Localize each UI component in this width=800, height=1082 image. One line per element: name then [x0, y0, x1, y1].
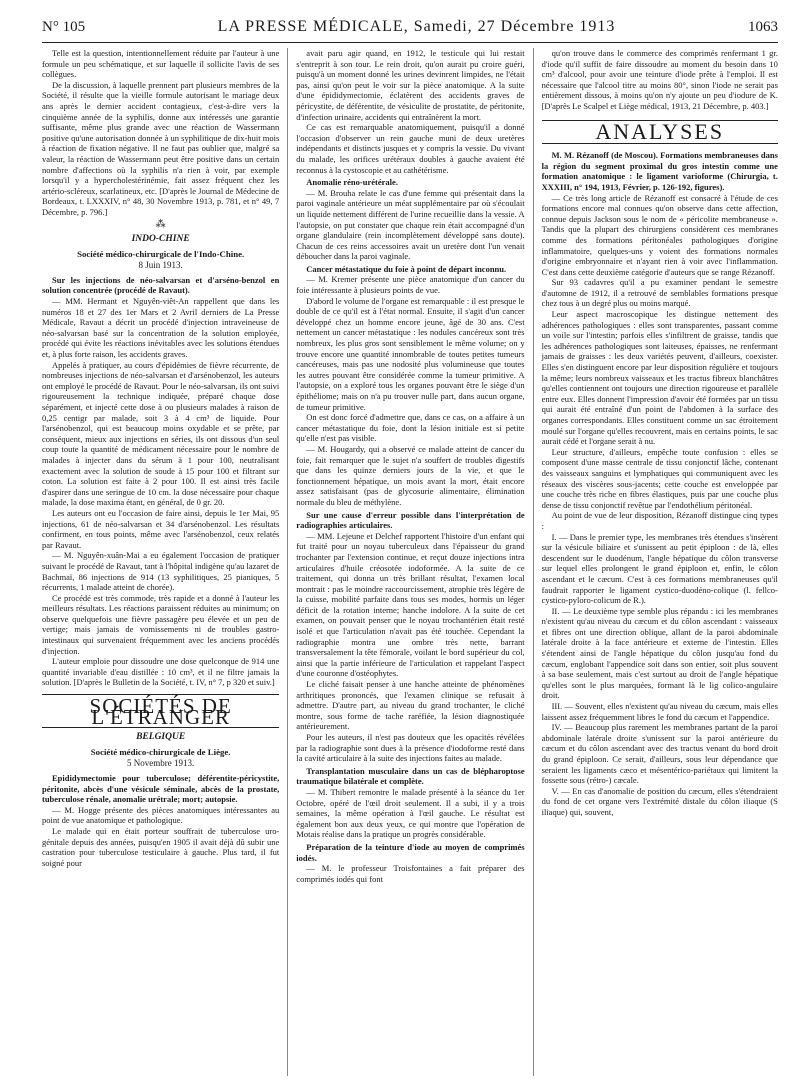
article-title: Cancer métastatique du foie à point de départ inconnu. [306, 263, 507, 274]
paragraph: Leur structure, d'ailleurs, empêche toute confusion : elles se composent d'une masse centrale de tissu conjonctif lâche, contenant des vaisseaux sanguins et lymphatiques qui communiquent avec les réseaux des viscères sous-jacents; cette couche est enveloppée par une couche très riche en fibres élastiques, puis par une couche plus dense de tissu conjonctif revêtue par l'endothélium péritonéal. [541, 446, 778, 510]
paragraph: V. — En cas d'anomalie de position du cæcum, elles s'étendraient du fond de cet organe vers l'extrémité distale du côlon iliaque (S iliaque) qui, souvent, [541, 785, 778, 817]
column-1 [42, 48, 287, 1076]
column-3 [533, 48, 778, 1076]
article-title: Transplantation musculaire dans un cas de blépharoptose traumatique bilatérale et complète. [296, 765, 525, 787]
paragraph: Ce procédé est très commode, très rapide et a donné à l'auteur les meilleurs résultats. Les réactions paraissent réduites au minimum; on observe quelquefois une fièvre passagère peu élevée et un peu de vertige; mais jamais de vomissements ni de troubles gastro-intestinaux qui survenaient fréquemment avec les anciens procédés d'injection. [42, 592, 280, 656]
paragraph: — Ce très long article de Rézanoff est consacré à l'étude de ces formations encore mal connues qu'on observe dans cette affection, connue depuis Jackson sous le nom de « péricolite membraneuse ». Tandis que la plupart des chirurgiens considèrent ces membranes comme des formations péritonéales pathologiques d'origine inflammatoire, quelques-uns y voient des formations normales d'origine embryonnaire et n'ayant rien à voir avec l'inflammation. C'est dans cette deuxième catégorie d'auteurs que se range Rézanoff. [541, 192, 778, 277]
issue-number: N° 105 [42, 19, 86, 35]
paragraph: L'auteur emploie pour dissoudre une dose quelconque de 914 une quantité invariable d'eau distillée : 10 cm³, et il ne filtre jamais la solution. [D'après le Bulletin de la Société, t. IV, n° 7, p 320 et suiv.] [42, 656, 280, 688]
paragraph: D'abord le volume de l'organe est remarquable : il est presque le double de ce qu'il est à l'état normal. Ensuite, il s'agit d'un cancer développé chez un homme encore jeune, âgé de 30 ans. C'est nettement un cancer métastatique : les nodules cancéreux sont très nombreux, les plus gros sont sensiblement le même volume; on y trouve encore une quantité innombrable de toutes petites tumeurs cancéreuses, mais pas une nodosité plus volumineuse que toutes les autres pouvant être considérée comme la tumeur primitive. A l'autopsie, on a exploré tous les organes pouvant être le siège d'un épithéliome; mais on n'a pu trouver nulle part, dans aucun organe, de tumeur primitive. [296, 295, 525, 412]
paragraph: III. — Souvent, elles n'existent qu'au niveau du cæcum, mais elles laissent assez fréquemment libres le fond du cæcum et l'appendice. [541, 701, 778, 722]
paragraph: — M. Hougardy, qui a observé ce malade atteint de cancer du foie, fait remarquer que le sujet n'a souffert de troubles digestifs que dans les quinze derniers jours de la vie, et que le fonctionnement hépatique, un mois avant la mort, était encore assez satisfaisant (pas de glycosurie alimentaire, élimination normale du bleu de méthylène. [296, 443, 525, 507]
paragraph: Pour les auteurs, il n'est pas douteux que les opacités révélées par la radiographie sont dues à la présence d'iodoforme resté dans la cavité articulaire à la suite des injections faites au malade. [296, 732, 525, 764]
paragraph: Ce cas est remarquable anatomiquement, puisqu'il a donné l'occasion d'observer un rein gauche muni de deux uretères indépendants et distincts jusques et y compris la vessie. Du vivant du malade, les orifices urétéraux doubles à gauche avaient été reconnus à la cystoscopie et au cathétérisme. [296, 122, 525, 175]
paragraph: — M. Brouha relate le cas d'une femme qui présentait dans la paroi vaginale antérieure un méat supplémentaire par où s'écoulait un liquide nettement différent de l'urine recueillie dans la vessie. A l'autopsie, on put constater que chaque rein était accompagné d'un organe glandulaire (rein incomplètement développé sans doute). Chacun de ces reins accessoires avait un uretère dont l'un venait déboucher dans la paroi vaginale. [296, 187, 525, 262]
paragraph: — M. Thibert remontre le malade présenté à la séance du 1er Octobre, opéré de l'œil droit seulement. Il a subi, il y a trois semaines, la même opération à l'œil gauche. Le résultat est également bon aux deux yeux, ce qui montre que l'opération de Motais réalise dans la pratique un progrès considérable. [296, 786, 525, 840]
paragraph: II. — Le deuxième type semble plus répandu : ici les membranes n'existent qu'au niveau du cæcum et du côlon ascendant : vaisseaux et fibres ont une direction oblique, allant de la paroi abdominale latérale droite à la face antérieure et externe de l'intestin. Elles s'étendent ainsi de l'angle hépatique du côlon jusqu'au fond du cæcum, englobant l'appendice soit dans son entier, soit plus souvent à sa base seulement, mais c'est surtout au droit de l'angle hépatique qu'elles sont le plus marquées, formant là le lig colico-angulaire droit. [541, 605, 778, 701]
paragraph: — M. Nguyên-xuân-Mai a eu également l'occasion de pratiquer suivant le procédé de Ravaut, tant à l'hôpital indigène qu'au lazaret de Bachmaï, 86 injections de 914 (13 syphilitiques, 25 pianiques, 5 récurrents, 1 malade atteint de chorée). [42, 550, 280, 593]
society-name: Société médico-chirurgicale de l'Indo-Chine. [77, 248, 245, 259]
section-separator: ⁂ [155, 218, 166, 230]
section-banner-foreign: SOCIÉTÉS DE L'ÉTRANGER [42, 694, 279, 728]
page-number: 1063 [748, 19, 778, 35]
section-banner-analyses: ANALYSES [542, 120, 778, 145]
paragraph: Le cliché faisait penser à une hanche atteinte de phénomènes arthritiques prononcés, que l'examen clinique se refusait à admettre. D'autre part, au niveau du grand trochanter, le cliché montre, sous forme de tache raréfiée, la lésion diagnostiquée antérieurement. [296, 679, 525, 732]
paragraph: — MM. Hermant et Nguyên-viêt-An rappellent que dans les numéros 18 et 27 des 1er Mars et 2 Avril derniers de La Presse Médicale, Ravaut a décrit un procédé d'injection intraveineuse de néo-salvarsan basé sur la concentration de la solution employée, procédé qui évite les réactions inévitables avec les solutions étendues et, à plus forte raison, les accidents graves. [42, 296, 280, 360]
journal-title: LA PRESSE MÉDICALE, Samedi, 27 Décembre 1913 [217, 18, 616, 35]
paragraph: — MM. Lejeune et Delchef rapportent l'histoire d'un enfant qui fut traité pour un noyau tuberculeux dans l'épaisseur du grand trochanter par l'extension continue, et reçut douze injections intra articulaires d'huile créosotée iodoformée. A la suite de ce traitement, qui donna un très brillant résultat, l'examen local montrait : pas le moindre raccourcissement, atrophie très légère de la cuisse, mobilité parfaite dans tous ses modes, hormis un léger déficit de la rotation interne; hanche indolore. A la suite de cet examen, on pouvait penser que le noyau trochantérien était resté isolé et que l'articulation n'avait pas été touchée. Cependant la radiographie montra une ombre très nette, barrant transversalement la tête fémorale, voilant le bord supérieur du col, ainsi que la partie inférieure de l'articulation et rappelant l'aspect d'une couronne d'ostéophytes. [296, 530, 525, 679]
paragraph: Telle est la question, intentionnellement réduite par l'auteur à une formule un peu schématique, et sur laquelle il sollicite l'avis de ses collègues. [42, 48, 280, 80]
paragraph: — M. Hogge présente des pièces anatomiques intéressantes au point de vue anatomique et pathologique. [42, 804, 280, 826]
article-columns [42, 48, 778, 1076]
paragraph: I. — Dans le premier type, les membranes très étendues s'insèrent sur la vésicule biliaire et s'unissent au petit épiploon : de là, elles descendent sur le duodénum, l'angle hépatique du côlon transverse sur lequel elles prolongent le grand épiploon et, enfin, le côlon ascendant et le cæcum. C'est à ces formations membraneuses qu'il faudrait rapporter le ligament cystico-duodéno-colique (l. fellco-cystico-pyloro-colicum de R.). [541, 531, 778, 606]
paragraph: — M. Kremer présente une pièce anatomique d'un cancer du foie intéressante à plusieurs points de vue. [296, 274, 525, 296]
column-2 [287, 48, 532, 1076]
session-date: 5 Novembre 1913. [127, 758, 195, 769]
article-title: Sur une cause d'erreur possible dans l'interprétation de radiographies articulaires. [296, 509, 525, 531]
paragraph: IV. — Beaucoup plus rarement les membranes partant de la paroi abdominale latérale droite s'unissent sur la paroi antérieure du cæcum et du côlon ascendant avec des tractus venant du bord droit du grand épiploon. Ce serait, d'ailleurs, sous leur dépendance que seraient les ligaments cæco et mésentérico-pariétaux qui limitent la fossette sous (rétro-) cæcale. [541, 722, 778, 786]
paragraph: Au point de vue de leur disposition, Rézanoff distingue cinq types : [541, 510, 778, 531]
page-header [42, 18, 778, 43]
paragraph: avait paru agir quand, en 1912, le testicule qui lui restait s'entreprit à son tour. Le rein droit, qu'on aurait pu croire guéri, puisqu'à un moment donné les urines devinrent limpides, ne l'était pas, ainsi qu'on peut le voir sur la pièce anatomique. A la suite d'une épididymectomie, éclatèrent des accidents graves de péricystite, de déférentite, de vésiculite de prostatite, de péritonite, d'infection urinaire, accidents qui entraînèrent la mort. [296, 48, 525, 122]
section-title-indochine: INDO-CHINE [131, 234, 190, 245]
paragraph: Les auteurs ont eu l'occasion de faire ainsi, depuis le 1er Mai, 95 injections, 61 de néo-salvarsan et 34 d'arsénobenzol. Les résultats confirment, en tous points, même avec l'arsénobenzol, ceux relatés par Ravaut. [42, 507, 280, 550]
society-name: Société médico-chirurgicale de Liège. [90, 746, 231, 757]
paragraph: Sur 93 cadavres qu'il a pu examiner pendant le semestre d'automne de 1912, il a retrouvé de semblables formations presque chez tous à un degré plus ou moins marqué. [541, 277, 778, 309]
paragraph: qu'on trouve dans le commerce des comprimés renfermant 1 gr. d'iode qu'il suffit de faire dissoudre au moment du besoin dans 10 cm³ d'alcool, pour avoir une teinture d'iode prête à l'emploi. Il est nécessaire que l'alcool titre au moins 80°, sinon l'iode ne serait pas entièrement dissous, à moins qu'on n'y ajoute un peu d'iodure de K. [D'après Le Scalpel et Liège médical, 1913, 21 Décembre, p. 403.] [541, 48, 778, 111]
article-title: Préparation de la teinture d'iode au moyen de comprimés iodés. [296, 841, 525, 863]
session-date: 8 Juin 1913. [138, 260, 183, 271]
analysis-title: M. M. Rézanoff (de Moscou). Formations membraneuses dans la région du segment proximal du gros intestin comme une formation anatomique : le ligament varioforme (Chirurgia, t. XXXIII, n° 194, 1913, Février, p. 126-192, figures). [541, 150, 778, 192]
paragraph: On est donc forcé d'admettre que, dans ce cas, on a affaire à un cancer métastatique du foie, dont la lésion initiale est si petite qu'elle n'est pas visible. [296, 412, 525, 444]
paragraph: De la discussion, à laquelle prennent part plusieurs membres de la Société, il résulte que la vieille formule autorisant le mariage deux ans après le dernier accident contagieux, c'est-à-dire vers la cinquième année de la syphilis, donne aux intéressés une garantie suffisante, même plus grande avec une réaction de Wassermann positive qu'une autorisation donnée à un syphilitique de dix-huit mois à réaction de fixation négative. Il ne faut pas oublier que, malgré sa valeur, la réaction de Wassermann peut être positive dans un certain nombre d'affections où la syphilis n'a rien à voir, par exemple lorsqu'il y a hypercholestérinémie, fait assez fréquent chez les artério-scléreux, scarlatineux, etc. [D'après le Journal de Médecine de Bordeaux, t. LXXXIV, n° 48, 30 Novembre 1913, p. 781, et n° 49, 7 Décembre, p. 796.] [42, 79, 280, 217]
article-title: Anomalie réno-urétérale. [306, 177, 398, 188]
article-title: Sur les injections de néo-salvarsan et d'arséno-benzol en solution concentrée (procédé de Ravaut). [42, 274, 280, 296]
paragraph: Appelés à pratiquer, au cours d'épidémies de fièvre récurrente, de nombreuses injections de néo-salvarsan et d'arsénobenzol, les auteurs ont employé le procédé de Ravaut. Pour le néo-salvarsan, ils ont suivi rigoureusement la technique indiquée, préparé chaque dose séparément, et injecté cette dose à ou plusieurs malades à raison de 0,25 centigr par malade, soit 3 à 4 cm³ de liquide. Pour l'arsénobenzol, qui est beaucoup moins oxydable et se prête, par conséquent, mieux aux injections en séries, ils ont dissous d'un seul coup toute la quantité de médicament nécessaire pour le nombre de malades à injecter dans du sérum à 1 pour 100, neutralisant exactement avec la solution de soude à 15 pour 100 et filtrant sur coton. La solution est faite à 2 pour 100. Il est ainsi très facile d'aspirer dans une seringue de 10 cm. la dose nécessaire pour chaque malade, la dose maxima étant, en général, de 0 gr. 20. [42, 359, 280, 508]
article-title: Epididymectomie pour tuberculose; déférentite-péricystite, péritonite, abcès d'une vésicule séminale, abcès de la prostate, tuberculose rénale, anomalie urétrale; mort; autopsie. [42, 773, 280, 805]
paragraph: Leur aspect macroscopique les distingue nettement des adhérences pathologiques : elles sont transparentes, passant comme un voile sur l'intestin; parfois elles s'infiltrent de graisse, tandis que les adhérences pathologiques sont laiteuses, épaisses, ne renfermant jamais de graisses : les deux variétés peuvent, d'ailleurs, coexister. Elles s'en distinguent encore par leur disposition régulière et toujours la même; leurs nombreux vaisseaux et les tractus fibreux blanchâtres qu'elles contiennent ont toujours une direction rigoureuse et parallèle entre eux. Elles donnent l'impression d'avoir été formées par un tissu qui aurait été entraîné d'un point de l'abdomen à la surface des organes correspondants. Elles constituent comme un sac étroitement moulé sur l'organe qu'elles recouvrent, mais en certains points, le sac aurait cédé et l'organe serait à nu. [541, 309, 778, 447]
paragraph: Le malade qui en était porteur souffrait de tuberculose uro-génitale depuis des années, puisqu'en 1905 il avait déjà dû subir une castration pour tuberculose testiculaire à gauche. Plus tard, il fut soigné pour [42, 825, 280, 868]
paragraph: — M. le professeur Troisfontaines a fait préparer des comprimés iodés qui font [296, 863, 525, 884]
section-title-belgique: BELGIQUE [136, 732, 186, 743]
